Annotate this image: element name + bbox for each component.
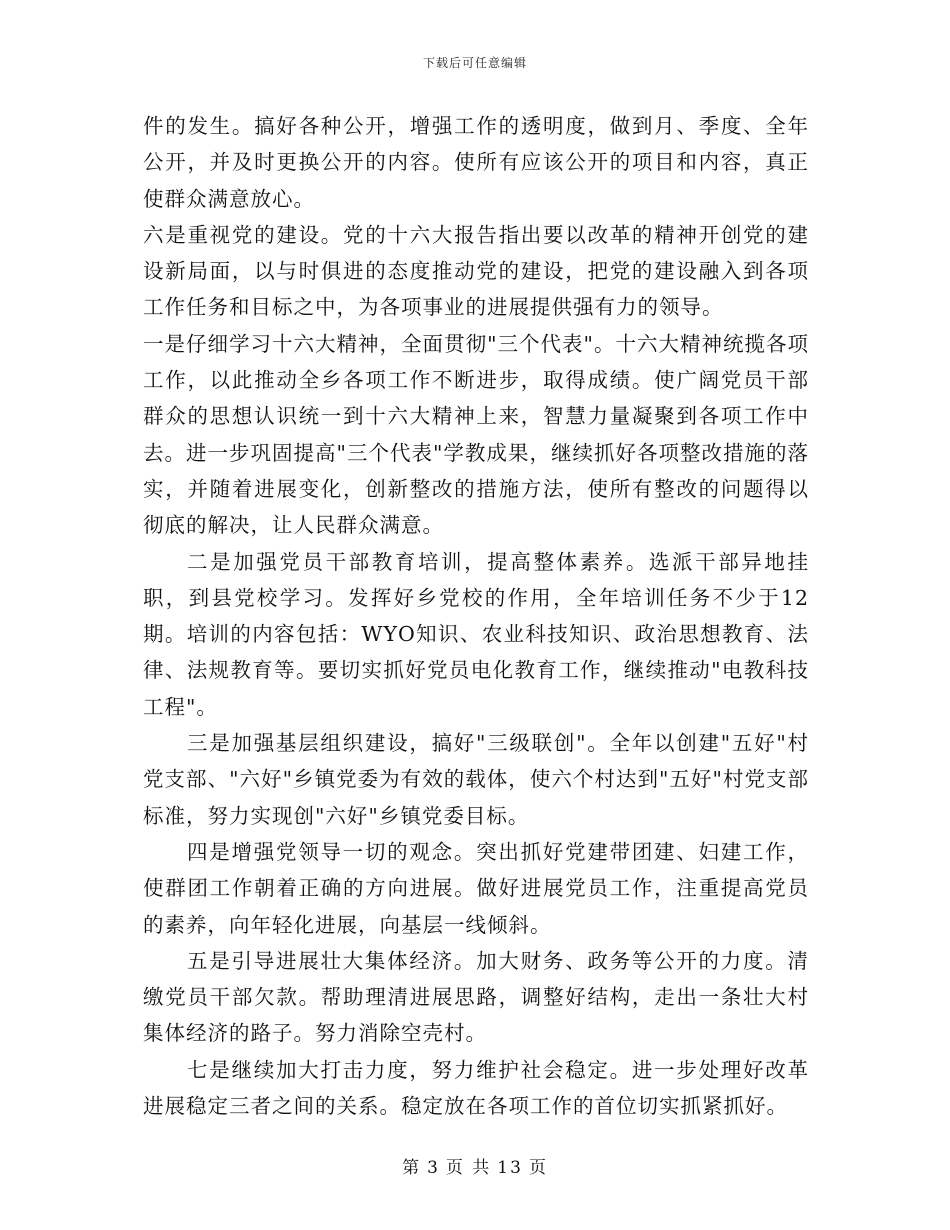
paragraph-4: 二是加强党员干部教育培训，提高整体素养。选派干部异地挂职，到县党校学习。发挥好乡党校的作用，全年培训任务不少于12期。培训的内容包括：WYO知识、农业科技知识、政治思想教育、法律、法规教育等。要切实抓好党员电化教育工作，继续推动"电教科技工程"。 [143,549,809,719]
paragraph-5: 三是加强基层组织建设，搞好"三级联创"。全年以创建"五好"村党支部、"六好"乡镇党委为有效的载体，使六个村达到"五好"村党支部标准，努力实现创"六好"乡镇党委目标。 [143,731,809,828]
footer-total-pages: 13 [497,1158,523,1178]
page-footer [0,1153,950,1178]
footer-current-page: 3 [427,1158,440,1178]
footer-suffix: 页 [528,1158,548,1178]
paragraph-7: 五是引导进展壮大集体经济。加大财务、政务等公开的力度。清缴党员干部欠款。帮助理清进展思路，调整好结构，走出一条壮大村集体经济的路子。努力消除空壳村。 [143,948,809,1046]
paragraph-3: 一是仔细学习十六大精神，全面贯彻"三个代表"。十六大精神统揽各项工作，以此推动全乡各项工作不断进步，取得成绩。使广阔党员干部群众的思想认识统一到十六大精神上来，智慧力量凝聚到各项工作中去。进一步巩固提高"三个代表"学教成果，继续抓好各项整改措施的落实，并随着进展变化，创新整改的措施方法，使所有整改的问题得以彻底的解决，让人民群众满意。 [143,331,809,538]
page-header: 下载后可任意编辑 [422,56,527,70]
footer-middle: 页 共 [445,1158,492,1178]
paragraph-8: 七是继续加大打击力度，努力维护社会稳定。进一步处理好改革进展稳定三者之间的关系。稳定放在各项工作的首位切实抓紧抓好。 [143,1057,809,1119]
paragraph-6: 四是增强党领导一切的观念。突出抓好党建带团建、妇建工作，使群团工作朝着正确的方向进展。做好进展党员工作，注重提高党员的素养，向年轻化进展，向基层一线倾斜。 [143,839,809,937]
footer-prefix: 第 [402,1158,422,1178]
document-body [143,108,809,1124]
paragraph-2: 六是重视党的建设。党的十六大报告指出要以改革的精神开创党的建设新局面，以与时俱进的态度推动党的建设，把党的建设融入到各项工作任务和目标之中，为各项事业的进展提供强有力的领导。 [143,222,809,320]
paragraph-1: 件的发生。搞好各种公开，增强工作的透明度，做到月、季度、全年公开，并及时更换公开的内容。使所有应该公开的项目和内容，真正使群众满意放心。 [143,114,809,211]
